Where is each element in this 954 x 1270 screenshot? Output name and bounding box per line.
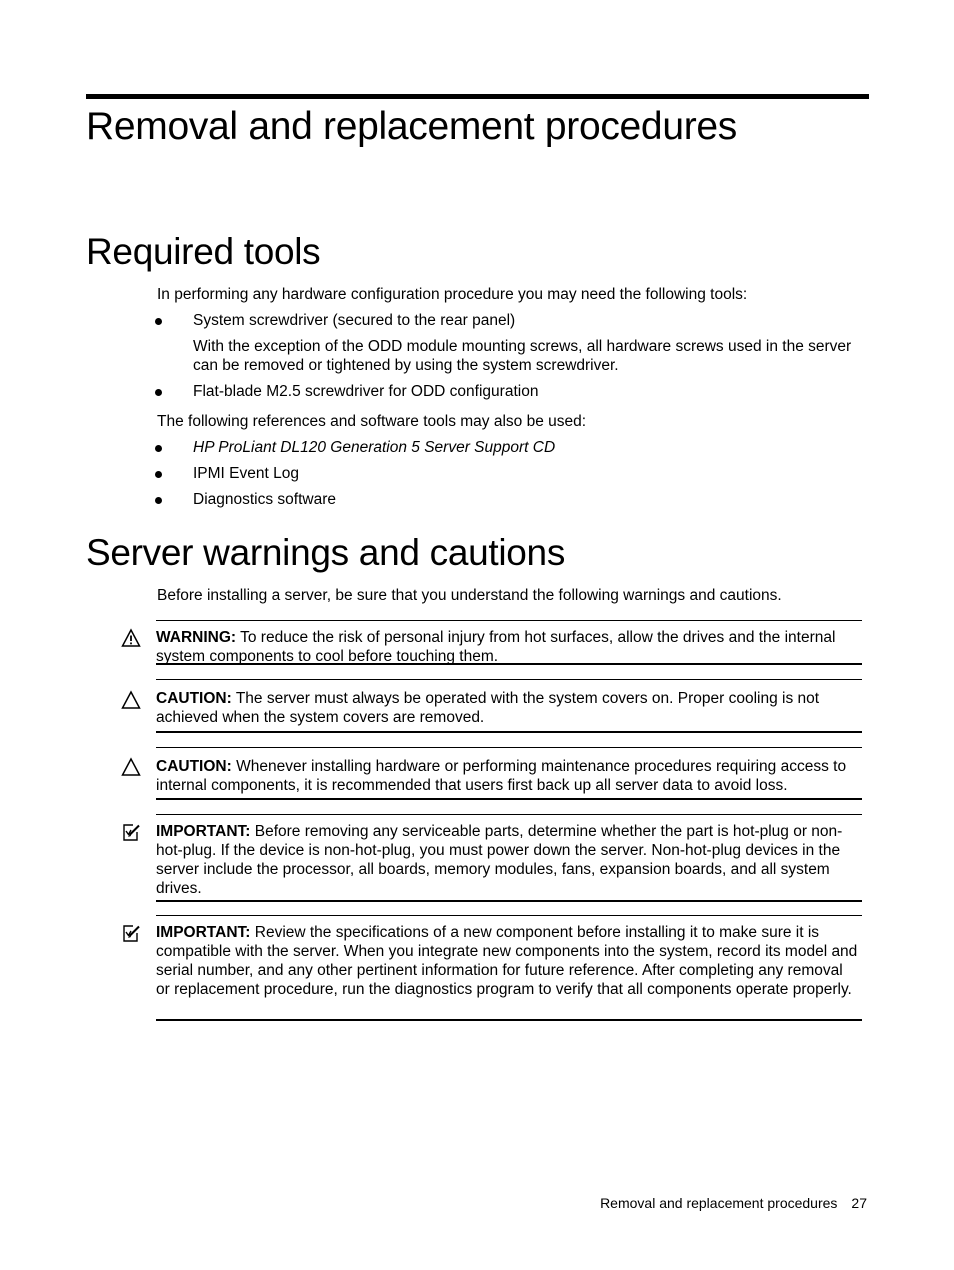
important-notice-specifications bbox=[156, 915, 862, 1021]
notice-text bbox=[156, 628, 858, 666]
bullet-icon bbox=[155, 471, 162, 478]
important-note-icon bbox=[121, 923, 141, 943]
bullet-icon bbox=[155, 318, 162, 325]
notice-body: To reduce the risk of personal injury from hot surfaces, allow the drives and the internal system components to cool before touching them. bbox=[156, 629, 836, 665]
notice-body: The server must always be operated with the system covers on. Proper cooling is not achieved when the system covers are removed. bbox=[156, 690, 820, 726]
notice-text bbox=[156, 689, 858, 727]
page-footer bbox=[600, 1193, 867, 1213]
notice-label: CAUTION: bbox=[156, 690, 232, 707]
footer-title: Removal and replacement procedures bbox=[600, 1195, 838, 1211]
bullet-icon bbox=[155, 445, 162, 452]
warnings-intro: Before installing a server, be sure that you understand the following warnings and cautions. bbox=[157, 587, 782, 604]
section-title-required-tools: Required tools bbox=[86, 231, 321, 272]
notice-text bbox=[156, 757, 858, 795]
notice-body: Before removing any serviceable parts, determine whether the part is hot-plug or non-hot-plug. If the device is non-hot-plug, you must power down the server. Non-hot-plug devices in the server include the processor, all boards, memory modules, fans, expansion boards, and all system drives. bbox=[156, 823, 843, 897]
notice-body: Whenever installing hardware or performing maintenance procedures requiring access to internal components, it is recommended that users first back up all server data to avoid loss. bbox=[156, 758, 847, 794]
important-note-icon bbox=[121, 822, 141, 842]
page-number: 27 bbox=[851, 1195, 867, 1211]
chapter-top-rule bbox=[86, 94, 869, 99]
notice-label: CAUTION: bbox=[156, 758, 232, 775]
warning-triangle-icon bbox=[121, 628, 141, 648]
section-title-warnings-cautions: Server warnings and cautions bbox=[86, 532, 566, 573]
reference-support-cd: HP ProLiant DL120 Generation 5 Server Support CD bbox=[193, 439, 556, 456]
bullet-icon bbox=[155, 497, 162, 504]
tool-item-flat-blade-screwdriver: Flat-blade M2.5 screwdriver for ODD configuration bbox=[193, 383, 539, 400]
tools-intro: In performing any hardware configuration procedure you may need the following tools: bbox=[157, 286, 748, 303]
important-notice-hot-plug bbox=[156, 814, 862, 902]
notice-text bbox=[156, 923, 858, 999]
notice-text bbox=[156, 822, 858, 898]
notice-label: IMPORTANT: bbox=[156, 823, 251, 840]
reference-diagnostics-software: Diagnostics software bbox=[193, 491, 337, 508]
tool-item-system-screwdriver: System screwdriver (secured to the rear panel) bbox=[193, 312, 516, 329]
caution-triangle-icon bbox=[121, 757, 141, 777]
warning-notice bbox=[156, 620, 862, 665]
notice-body: Review the specifications of a new component before installing it to make sure it is compatible with the server. When you integrate new components into the system, record its model and serial number, and any other pertinent information for future reference. After completing any removal or replacement procedure, run the diagnostics program to verify that all components operate properly. bbox=[156, 924, 858, 998]
caution-notice-cooling bbox=[156, 679, 862, 733]
caution-notice-backup bbox=[156, 747, 862, 800]
caution-triangle-icon bbox=[121, 690, 141, 710]
references-intro: The following references and software tools may also be used: bbox=[157, 413, 587, 430]
chapter-title: Removal and replacement procedures bbox=[86, 105, 737, 148]
bullet-icon bbox=[155, 389, 162, 396]
notice-label: WARNING: bbox=[156, 629, 237, 646]
tool-item-note: With the exception of the ODD module mounting screws, all hardware screws used in the server can be removed or tightened by using the system screwdriver. bbox=[193, 338, 852, 374]
notice-label: IMPORTANT: bbox=[156, 924, 251, 941]
reference-ipmi-event-log: IPMI Event Log bbox=[193, 465, 299, 482]
